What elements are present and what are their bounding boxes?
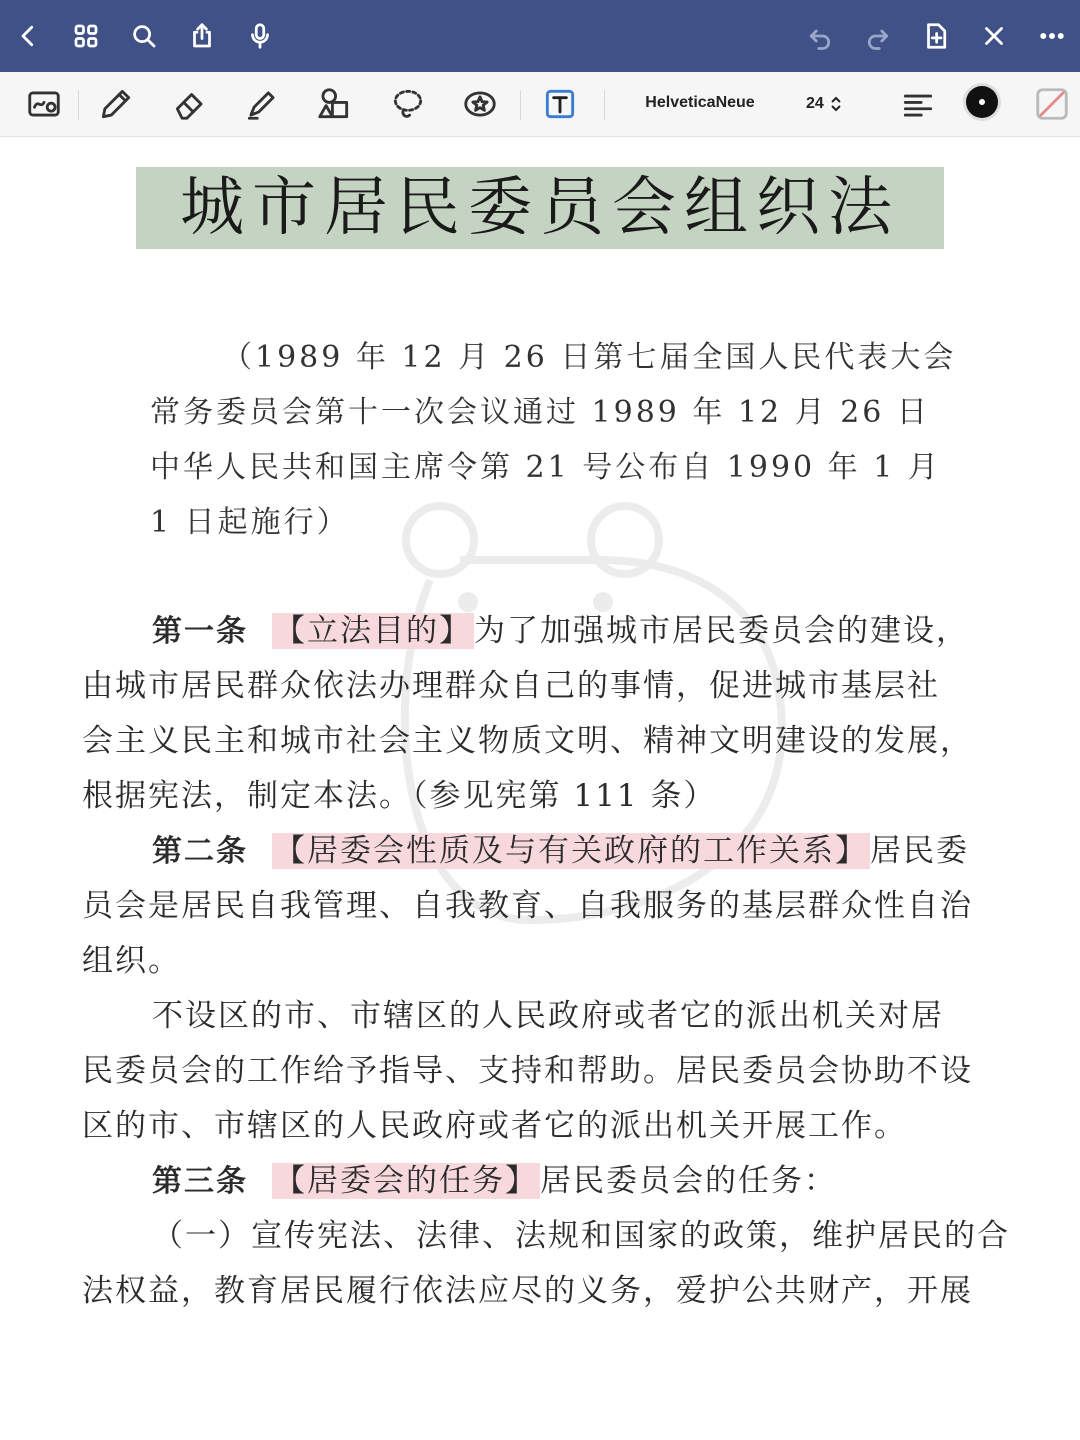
- article-tag: 【居委会的任务】: [274, 1163, 538, 1199]
- article-label: 第二条: [152, 834, 248, 869]
- law-body: [82, 604, 1022, 1319]
- top-nav-bar: [0, 0, 1080, 72]
- stepper-chevron-icon: [830, 95, 842, 113]
- article-text: 居民委: [870, 833, 969, 869]
- article-2: [82, 824, 1022, 879]
- font-name-selector[interactable]: HelveticaNeue: [645, 94, 755, 111]
- article-text: 居民委员会的任务：: [540, 1163, 837, 1199]
- align-left-icon[interactable]: [896, 84, 940, 124]
- note-line: 中华人民共和国主席令第 21 号公布自 1990 年 1 月: [150, 450, 941, 485]
- article-text: 员会是居民自我管理、自我教育、自我服务的基层群众性自治: [82, 888, 973, 924]
- article-text: 不设区的市、市辖区的人民政府或者它的派出机关对居: [152, 998, 944, 1034]
- redo-icon[interactable]: [860, 18, 896, 54]
- close-icon[interactable]: [976, 18, 1012, 54]
- note-line: 常务委员会第十一次会议通过 1989 年 12 月 26 日: [150, 395, 930, 430]
- drawing-toolbar: [0, 72, 1080, 137]
- search-icon[interactable]: [126, 18, 162, 54]
- article-label: 第三条: [152, 1164, 248, 1199]
- add-page-icon[interactable]: [918, 18, 954, 54]
- sticker-icon[interactable]: [458, 84, 502, 124]
- font-size-value: 24: [806, 95, 824, 112]
- article-label: 第一条: [152, 614, 248, 649]
- back-icon[interactable]: [10, 18, 46, 54]
- undo-icon[interactable]: [802, 18, 838, 54]
- text-color-swatch[interactable]: [966, 86, 998, 118]
- note-line: 1 日起施行）: [150, 505, 350, 540]
- pen-icon[interactable]: [94, 84, 138, 124]
- article-text: 组织。: [82, 943, 181, 979]
- share-icon[interactable]: [184, 18, 220, 54]
- lasso-icon[interactable]: [386, 84, 430, 124]
- eraser-icon[interactable]: [168, 84, 212, 124]
- font-size-selector[interactable]: [806, 92, 842, 116]
- note-line: （1989 年 12 月 26 日第七届全国人民代表大会: [222, 340, 957, 375]
- read-only-toggle-icon[interactable]: [22, 84, 66, 124]
- article-text: 法权益，教育居民履行依法应尽的义务，爱护公共财产，开展: [82, 1273, 973, 1309]
- text-fill-icon[interactable]: [1030, 84, 1074, 124]
- document-title: 城市居民委员会组织法: [180, 171, 900, 245]
- article-text: 根据宪法，制定本法。（参见宪第 111 条）: [82, 778, 717, 814]
- text-tool-icon[interactable]: [538, 84, 582, 124]
- article-text: 民委员会的工作给予指导、支持和帮助。居民委员会协助不设: [82, 1053, 973, 1089]
- highlighter-icon[interactable]: [240, 84, 284, 124]
- grid-icon[interactable]: [68, 18, 104, 54]
- article-text: 由城市居民群众依法办理群众自己的事情，促进城市基层社: [82, 668, 940, 704]
- article-tag: 【立法目的】: [274, 613, 472, 649]
- shapes-icon[interactable]: [312, 84, 356, 124]
- article-text: （一）宣传宪法、法律、法规和国家的政策，维护居民的合: [152, 1218, 1010, 1254]
- article-text: 区的市、市辖区的人民政府或者它的派出机关开展工作。: [82, 1108, 907, 1144]
- more-icon[interactable]: [1034, 18, 1070, 54]
- article-3: [82, 1154, 1022, 1209]
- article-tag: 【居委会性质及与有关政府的工作关系】: [274, 833, 868, 869]
- microphone-icon[interactable]: [242, 18, 278, 54]
- article-1: [82, 604, 1022, 659]
- article-text: 为了加强城市居民委员会的建设，: [474, 613, 969, 649]
- enactment-note: [150, 330, 957, 550]
- article-text: 会主义民主和城市社会主义物质文明、精神文明建设的发展，: [82, 723, 973, 759]
